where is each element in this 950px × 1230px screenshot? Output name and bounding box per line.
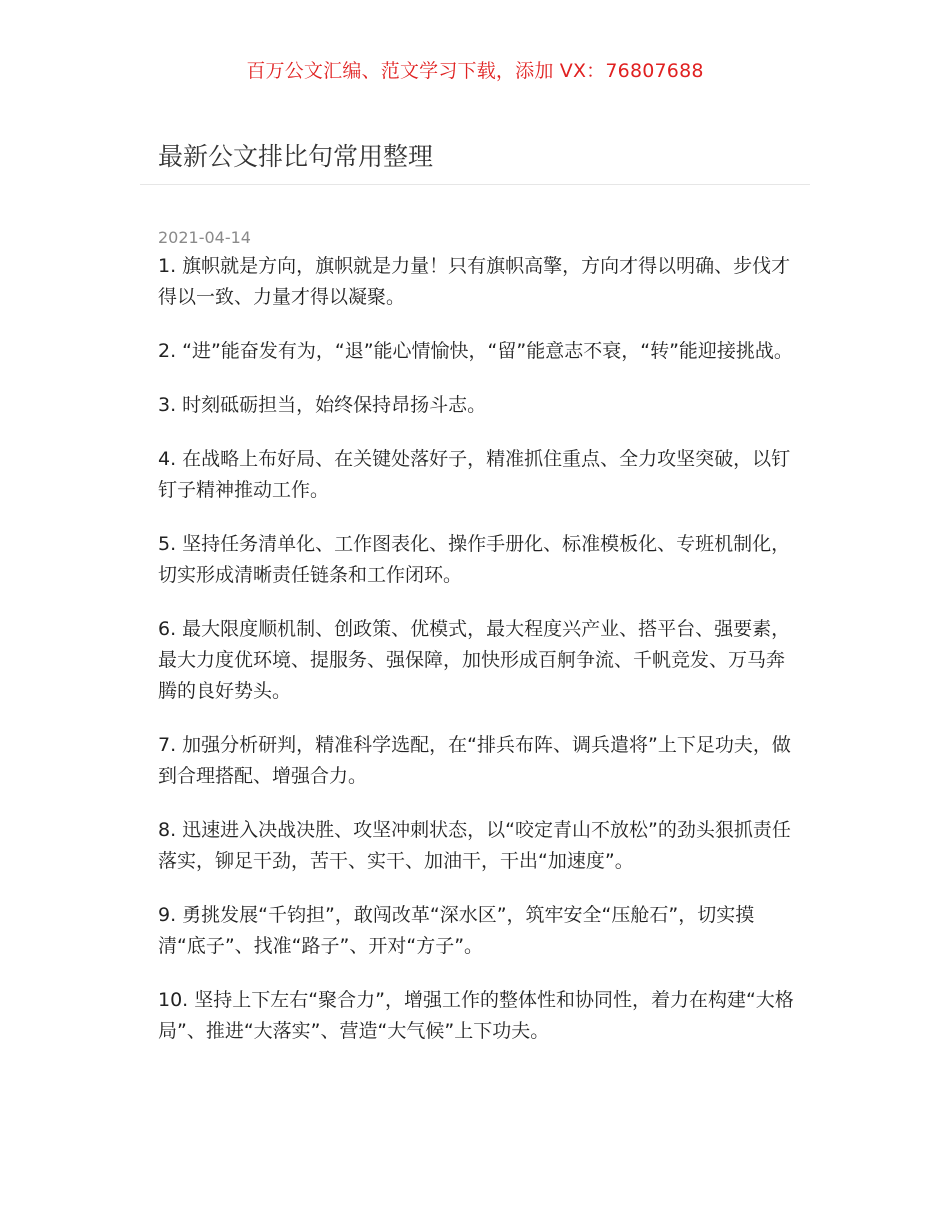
page-title: 最新公文排比句常用整理 (158, 142, 434, 171)
publish-date: 2021-04-14 (158, 228, 251, 247)
article-body (158, 251, 798, 1070)
paragraph-3: 3. 时刻砥砺担当，始终保持昂扬斗志。 (158, 394, 487, 416)
paragraph-4: 4. 在战略上布好局、在关键处落好子，精准抓住重点、全力攻坚突破，以钉钉子精神推动工作。 (158, 448, 791, 501)
paragraph-1: 1. 旗帜就是方向，旗帜就是力量！只有旗帜高擎，方向才得以明确、步伐才得以一致、力量才得以凝聚。 (158, 255, 791, 308)
paragraph-5: 5. 坚持任务清单化、工作图表化、操作手册化、标准模板化、专班机制化，切实形成清晰责任链条和工作闭环。 (158, 533, 791, 586)
paragraph-10: 10. 坚持上下左右“聚合力”，增强工作的整体性和协同性，着力在构建“大格局”、推进“大落实”、营造“大气候”上下功夫。 (158, 989, 794, 1042)
paragraph-6: 6. 最大限度顺机制、创政策、优模式，最大程度兴产业、搭平台、强要素，最大力度优环境、提服务、强保障，加快形成百舸争流、千帆竞发、万马奔腾的良好势头。 (158, 618, 791, 702)
paragraph-7: 7. 加强分析研判，精准科学选配，在“排兵布阵、调兵遣将”上下足功夫，做到合理搭配、增强合力。 (158, 734, 791, 787)
paragraph-8: 8. 迅速进入决战决胜、攻坚冲刺状态，以“咬定青山不放松”的劲头狠抓责任落实，铆足干劲，苦干、实干、加油干，干出“加速度”。 (158, 819, 791, 872)
paragraph-9: 9. 勇挑发展“千钧担”，敢闯改革“深水区”，筑牢安全“压舱石”，切实摸清“底子”、找准“路子”、开对“方子”。 (158, 904, 755, 957)
title-divider (140, 184, 810, 185)
paragraph-2: 2. “进”能奋发有为，“退”能心情愉快，“留”能意志不衰，“转”能迎接挑战。 (158, 340, 793, 362)
header-banner: 百万公文汇编、范文学习下载，添加 VX：76807688 (246, 60, 704, 82)
